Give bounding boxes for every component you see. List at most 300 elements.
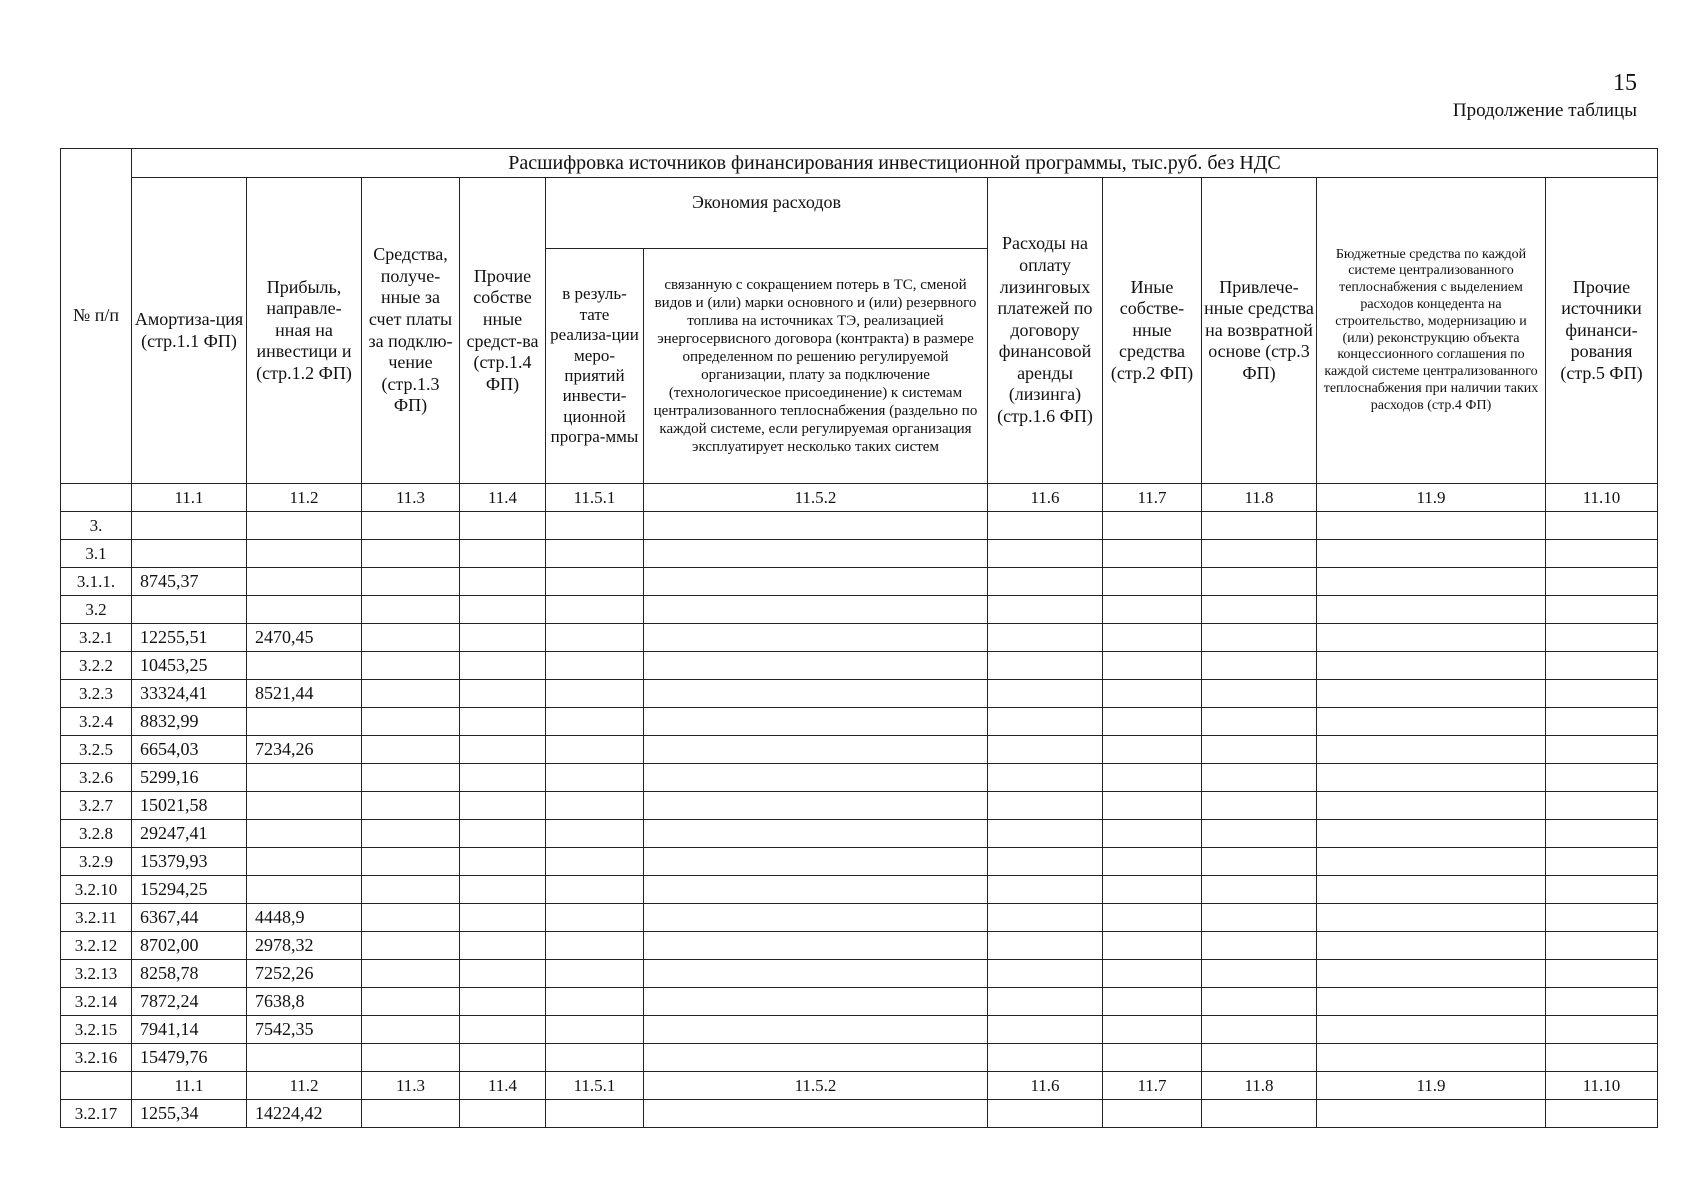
empty-cell	[1202, 708, 1317, 736]
empty-cell	[1103, 736, 1202, 764]
profit-value: 7542,35	[247, 1016, 362, 1044]
empty-cell	[1317, 932, 1546, 960]
empty-cell	[546, 1016, 644, 1044]
row-number: 3.2.5	[61, 736, 132, 764]
empty-cell	[644, 932, 988, 960]
empty-cell	[988, 624, 1103, 652]
empty-cell	[1317, 792, 1546, 820]
column-number: 11.8	[1202, 484, 1317, 512]
column-number: 11.5.2	[644, 484, 988, 512]
row-number: 3.2.3	[61, 680, 132, 708]
profit-value: 4448,9	[247, 904, 362, 932]
empty-cell	[546, 876, 644, 904]
empty-cell	[1546, 904, 1658, 932]
profit-value: 8521,44	[247, 680, 362, 708]
empty-cell	[1317, 1100, 1546, 1128]
empty-cell	[546, 960, 644, 988]
table-row	[61, 1100, 1658, 1128]
amortization-value: 15021,58	[132, 792, 247, 820]
empty-cell	[1546, 568, 1658, 596]
row-number: 3.2.11	[61, 904, 132, 932]
column-number: 11.5.2	[644, 1072, 988, 1100]
empty-cell	[1546, 680, 1658, 708]
amortization-value: 7941,14	[132, 1016, 247, 1044]
financing-sources-table	[60, 148, 1658, 1128]
page-number: 15	[1613, 70, 1637, 96]
empty-cell	[644, 568, 988, 596]
table-row	[61, 932, 1658, 960]
empty-cell	[460, 820, 546, 848]
header-economy: Экономия расходов	[546, 178, 988, 249]
row-number: 3.2.14	[61, 988, 132, 1016]
profit-value: 14224,42	[247, 1100, 362, 1128]
column-number: 11.6	[988, 1072, 1103, 1100]
column-numbers-row-repeat	[61, 1072, 1658, 1100]
empty-cell	[546, 708, 644, 736]
header-11-4: Прочие собстве нные средст-ва (стр.1.4 ФП)	[460, 178, 546, 484]
row-number: 3.2	[61, 596, 132, 624]
profit-value	[247, 708, 362, 736]
amortization-value	[132, 596, 247, 624]
empty-cell	[1546, 960, 1658, 988]
empty-cell	[1103, 848, 1202, 876]
empty-cell	[460, 764, 546, 792]
empty-cell	[362, 568, 460, 596]
empty-cell	[1317, 540, 1546, 568]
continuation-label: Продолжение таблицы	[1452, 100, 1637, 121]
empty-cell	[1546, 512, 1658, 540]
empty-cell	[1103, 596, 1202, 624]
empty-cell	[1202, 764, 1317, 792]
empty-cell	[546, 932, 644, 960]
column-number: 11.9	[1317, 1072, 1546, 1100]
empty-cell	[460, 596, 546, 624]
empty-cell	[460, 568, 546, 596]
empty-cell	[644, 820, 988, 848]
empty-cell	[362, 540, 460, 568]
empty-cell	[546, 512, 644, 540]
row-number: 3.2.9	[61, 848, 132, 876]
empty-cell	[1103, 708, 1202, 736]
empty-cell	[644, 960, 988, 988]
empty-cell	[1317, 680, 1546, 708]
amortization-value: 8258,78	[132, 960, 247, 988]
empty-cell	[644, 708, 988, 736]
empty-cell	[460, 792, 546, 820]
empty-cell	[1103, 988, 1202, 1016]
empty-cell	[1317, 988, 1546, 1016]
column-number: 11.2	[247, 1072, 362, 1100]
empty-cell	[644, 876, 988, 904]
row-number: 3.1.1.	[61, 568, 132, 596]
header-11-1: Амортиза-ция (стр.1.1 ФП)	[132, 178, 247, 484]
empty-cell	[1546, 932, 1658, 960]
column-number: 11.2	[247, 484, 362, 512]
empty-cell	[1317, 708, 1546, 736]
empty-cell	[988, 540, 1103, 568]
table-row	[61, 988, 1658, 1016]
empty-cell	[644, 764, 988, 792]
empty-cell	[988, 1016, 1103, 1044]
empty-cell	[644, 736, 988, 764]
empty-cell	[644, 680, 988, 708]
empty-cell	[1546, 848, 1658, 876]
empty-cell	[1546, 1044, 1658, 1072]
empty-cell	[546, 568, 644, 596]
column-number: 11.7	[1103, 484, 1202, 512]
empty-cell	[362, 960, 460, 988]
column-number-empty	[61, 484, 132, 512]
empty-cell	[546, 904, 644, 932]
table-row	[61, 736, 1658, 764]
empty-cell	[1317, 876, 1546, 904]
amortization-value: 29247,41	[132, 820, 247, 848]
profit-value: 2978,32	[247, 932, 362, 960]
empty-cell	[988, 708, 1103, 736]
table-row	[61, 624, 1658, 652]
empty-cell	[460, 512, 546, 540]
empty-cell	[362, 512, 460, 540]
empty-cell	[460, 876, 546, 904]
empty-cell	[988, 1044, 1103, 1072]
empty-cell	[988, 792, 1103, 820]
empty-cell	[1103, 512, 1202, 540]
empty-cell	[1103, 1016, 1202, 1044]
column-number: 11.4	[460, 1072, 546, 1100]
empty-cell	[1546, 988, 1658, 1016]
empty-cell	[362, 932, 460, 960]
column-number-empty	[61, 1072, 132, 1100]
amortization-value	[132, 512, 247, 540]
row-number: 3.2.17	[61, 1100, 132, 1128]
empty-cell	[546, 680, 644, 708]
empty-cell	[1103, 540, 1202, 568]
empty-cell	[1103, 652, 1202, 680]
empty-cell	[1546, 876, 1658, 904]
empty-cell	[546, 540, 644, 568]
row-number: 3.2.10	[61, 876, 132, 904]
empty-cell	[1546, 652, 1658, 680]
empty-cell	[546, 820, 644, 848]
empty-cell	[1202, 680, 1317, 708]
table-row	[61, 848, 1658, 876]
empty-cell	[362, 680, 460, 708]
empty-cell	[1546, 596, 1658, 624]
empty-cell	[1317, 512, 1546, 540]
empty-cell	[460, 708, 546, 736]
header-11-2: Прибыль, направле-нная на инвестици и (стр.1.2 ФП)	[247, 178, 362, 484]
empty-cell	[362, 708, 460, 736]
profit-value	[247, 596, 362, 624]
empty-cell	[988, 904, 1103, 932]
empty-cell	[1103, 876, 1202, 904]
row-number: 3.2.16	[61, 1044, 132, 1072]
table-row	[61, 792, 1658, 820]
empty-cell	[988, 736, 1103, 764]
profit-value: 7252,26	[247, 960, 362, 988]
empty-cell	[644, 904, 988, 932]
table-row	[61, 708, 1658, 736]
profit-value	[247, 512, 362, 540]
column-number: 11.10	[1546, 1072, 1658, 1100]
empty-cell	[1202, 988, 1317, 1016]
empty-cell	[460, 1100, 546, 1128]
empty-cell	[1317, 1016, 1546, 1044]
empty-cell	[1103, 1100, 1202, 1128]
empty-cell	[988, 932, 1103, 960]
amortization-value: 1255,34	[132, 1100, 247, 1128]
column-number: 11.7	[1103, 1072, 1202, 1100]
empty-cell	[362, 988, 460, 1016]
empty-cell	[644, 1016, 988, 1044]
header-11-9: Бюджетные средства по каждой системе централизованного теплоснабжения с выделением расходов концедента на строительство, модернизацию и (или) реконструкцию объекта концессионного соглашения по каждой системе централизованного теплоснабжения при наличии таких расходов (стр.4 ФП)	[1317, 178, 1546, 484]
empty-cell	[1103, 680, 1202, 708]
amortization-value: 15294,25	[132, 876, 247, 904]
empty-cell	[1202, 652, 1317, 680]
empty-cell	[988, 680, 1103, 708]
empty-cell	[1103, 624, 1202, 652]
empty-cell	[1103, 932, 1202, 960]
row-number: 3.2.8	[61, 820, 132, 848]
header-no: № п/п	[61, 149, 132, 484]
row-number: 3.2.6	[61, 764, 132, 792]
table-row	[61, 680, 1658, 708]
empty-cell	[460, 848, 546, 876]
empty-cell	[644, 1100, 988, 1128]
empty-cell	[546, 596, 644, 624]
empty-cell	[988, 1100, 1103, 1128]
column-numbers-row	[61, 484, 1658, 512]
amortization-value: 8745,37	[132, 568, 247, 596]
empty-cell	[644, 988, 988, 1016]
column-number: 11.3	[362, 1072, 460, 1100]
empty-cell	[1317, 848, 1546, 876]
empty-cell	[644, 596, 988, 624]
table-row	[61, 876, 1658, 904]
row-number: 3.1	[61, 540, 132, 568]
empty-cell	[1202, 932, 1317, 960]
amortization-value: 6654,03	[132, 736, 247, 764]
table-row	[61, 652, 1658, 680]
empty-cell	[1202, 1016, 1317, 1044]
empty-cell	[460, 988, 546, 1016]
empty-cell	[1546, 736, 1658, 764]
empty-cell	[362, 1044, 460, 1072]
profit-value: 2470,45	[247, 624, 362, 652]
table-title: Расшифровка источников финансирования инвестиционной программы, тыс.руб. без НДС	[132, 149, 1658, 178]
row-number: 3.2.15	[61, 1016, 132, 1044]
header-11-8: Привлече-нные средства на возвратной основе (стр.3 ФП)	[1202, 178, 1317, 484]
amortization-value: 10453,25	[132, 652, 247, 680]
empty-cell	[1202, 848, 1317, 876]
empty-cell	[362, 904, 460, 932]
table-row	[61, 764, 1658, 792]
profit-value	[247, 568, 362, 596]
empty-cell	[988, 988, 1103, 1016]
empty-cell	[362, 596, 460, 624]
profit-value	[247, 652, 362, 680]
empty-cell	[644, 512, 988, 540]
profit-value	[247, 540, 362, 568]
empty-cell	[460, 680, 546, 708]
empty-cell	[362, 1016, 460, 1044]
column-number: 11.1	[132, 484, 247, 512]
profit-value	[247, 820, 362, 848]
empty-cell	[988, 652, 1103, 680]
header-11-6: Расходы на оплату лизинговых платежей по договору финансовой аренды (лизинга) (стр.1.6 ФП)	[988, 178, 1103, 484]
row-number: 3.2.12	[61, 932, 132, 960]
empty-cell	[1202, 736, 1317, 764]
empty-cell	[1103, 792, 1202, 820]
table-row	[61, 820, 1658, 848]
profit-value	[247, 792, 362, 820]
empty-cell	[362, 1100, 460, 1128]
amortization-value	[132, 540, 247, 568]
empty-cell	[1317, 960, 1546, 988]
empty-cell	[546, 764, 644, 792]
empty-cell	[1546, 792, 1658, 820]
empty-cell	[1202, 904, 1317, 932]
column-number: 11.9	[1317, 484, 1546, 512]
table-row	[61, 1016, 1658, 1044]
header-11-3: Средства, получе-нные за счет платы за подклю-чение (стр.1.3 ФП)	[362, 178, 460, 484]
empty-cell	[1202, 820, 1317, 848]
column-number: 11.10	[1546, 484, 1658, 512]
empty-cell	[988, 764, 1103, 792]
amortization-value: 33324,41	[132, 680, 247, 708]
empty-cell	[362, 792, 460, 820]
empty-cell	[460, 1016, 546, 1044]
empty-cell	[644, 624, 988, 652]
empty-cell	[546, 1044, 644, 1072]
column-number: 11.5.1	[546, 1072, 644, 1100]
table-row	[61, 596, 1658, 624]
column-number: 11.6	[988, 484, 1103, 512]
empty-cell	[460, 932, 546, 960]
empty-cell	[988, 960, 1103, 988]
empty-cell	[362, 876, 460, 904]
amortization-value: 6367,44	[132, 904, 247, 932]
empty-cell	[988, 848, 1103, 876]
empty-cell	[1317, 652, 1546, 680]
row-number: 3.2.1	[61, 624, 132, 652]
amortization-value: 15379,93	[132, 848, 247, 876]
empty-cell	[1202, 1100, 1317, 1128]
empty-cell	[1317, 596, 1546, 624]
empty-cell	[644, 652, 988, 680]
row-number: 3.2.2	[61, 652, 132, 680]
amortization-value: 5299,16	[132, 764, 247, 792]
empty-cell	[644, 792, 988, 820]
empty-cell	[546, 988, 644, 1016]
empty-cell	[1202, 596, 1317, 624]
column-number: 11.5.1	[546, 484, 644, 512]
empty-cell	[1202, 1044, 1317, 1072]
table-row	[61, 960, 1658, 988]
column-number: 11.1	[132, 1072, 247, 1100]
empty-cell	[546, 1100, 644, 1128]
empty-cell	[1202, 876, 1317, 904]
amortization-value: 8832,99	[132, 708, 247, 736]
empty-cell	[1546, 1016, 1658, 1044]
profit-value: 7234,26	[247, 736, 362, 764]
empty-cell	[1103, 904, 1202, 932]
row-number: 3.2.4	[61, 708, 132, 736]
header-11-7: Иные собстве-нные средства (стр.2 ФП)	[1103, 178, 1202, 484]
empty-cell	[460, 652, 546, 680]
empty-cell	[460, 624, 546, 652]
empty-cell	[644, 848, 988, 876]
empty-cell	[546, 848, 644, 876]
header-11-5-1: в резуль-тате реализа-ции меро-приятий инвести-ционной програ-ммы	[546, 249, 644, 484]
amortization-value: 7872,24	[132, 988, 247, 1016]
column-number: 11.3	[362, 484, 460, 512]
empty-cell	[1546, 1100, 1658, 1128]
header-11-10: Прочие источники финанси-рования (стр.5 ФП)	[1546, 178, 1658, 484]
empty-cell	[1546, 764, 1658, 792]
empty-cell	[644, 1044, 988, 1072]
empty-cell	[460, 904, 546, 932]
empty-cell	[988, 876, 1103, 904]
empty-cell	[1103, 568, 1202, 596]
empty-cell	[1202, 792, 1317, 820]
column-number: 11.4	[460, 484, 546, 512]
table-row	[61, 512, 1658, 540]
table-row	[61, 568, 1658, 596]
empty-cell	[1202, 540, 1317, 568]
empty-cell	[1317, 820, 1546, 848]
empty-cell	[362, 624, 460, 652]
empty-cell	[460, 736, 546, 764]
column-number: 11.8	[1202, 1072, 1317, 1100]
empty-cell	[460, 540, 546, 568]
row-number: 3.	[61, 512, 132, 540]
empty-cell	[988, 512, 1103, 540]
empty-cell	[988, 820, 1103, 848]
empty-cell	[1317, 624, 1546, 652]
empty-cell	[1202, 624, 1317, 652]
profit-value	[247, 876, 362, 904]
amortization-value: 15479,76	[132, 1044, 247, 1072]
empty-cell	[546, 736, 644, 764]
empty-cell	[1202, 512, 1317, 540]
empty-cell	[1103, 820, 1202, 848]
empty-cell	[988, 568, 1103, 596]
table-row	[61, 904, 1658, 932]
empty-cell	[362, 848, 460, 876]
empty-cell	[362, 652, 460, 680]
empty-cell	[1317, 568, 1546, 596]
empty-cell	[546, 792, 644, 820]
amortization-value: 12255,51	[132, 624, 247, 652]
row-number: 3.2.7	[61, 792, 132, 820]
empty-cell	[644, 540, 988, 568]
header-11-5-2: связанную с сокращением потерь в ТС, сменой видов и (или) марки основного и (или) резервного топлива на источниках ТЭ, реализацией энергосервисного договора (контракта) в размере определенном по решению регулируемой организации, плату за подключение (технологическое присоединение) к системам централизованного теплоснабжения (раздельно по каждой системе, если регулируемая организация эксплуатирует несколько таких систем	[644, 249, 988, 484]
empty-cell	[546, 652, 644, 680]
profit-value	[247, 848, 362, 876]
empty-cell	[1202, 568, 1317, 596]
profit-value: 7638,8	[247, 988, 362, 1016]
empty-cell	[1546, 708, 1658, 736]
empty-cell	[1546, 624, 1658, 652]
empty-cell	[1546, 540, 1658, 568]
empty-cell	[362, 820, 460, 848]
table-row	[61, 1044, 1658, 1072]
empty-cell	[1317, 1044, 1546, 1072]
empty-cell	[362, 764, 460, 792]
empty-cell	[1202, 960, 1317, 988]
empty-cell	[1317, 904, 1546, 932]
